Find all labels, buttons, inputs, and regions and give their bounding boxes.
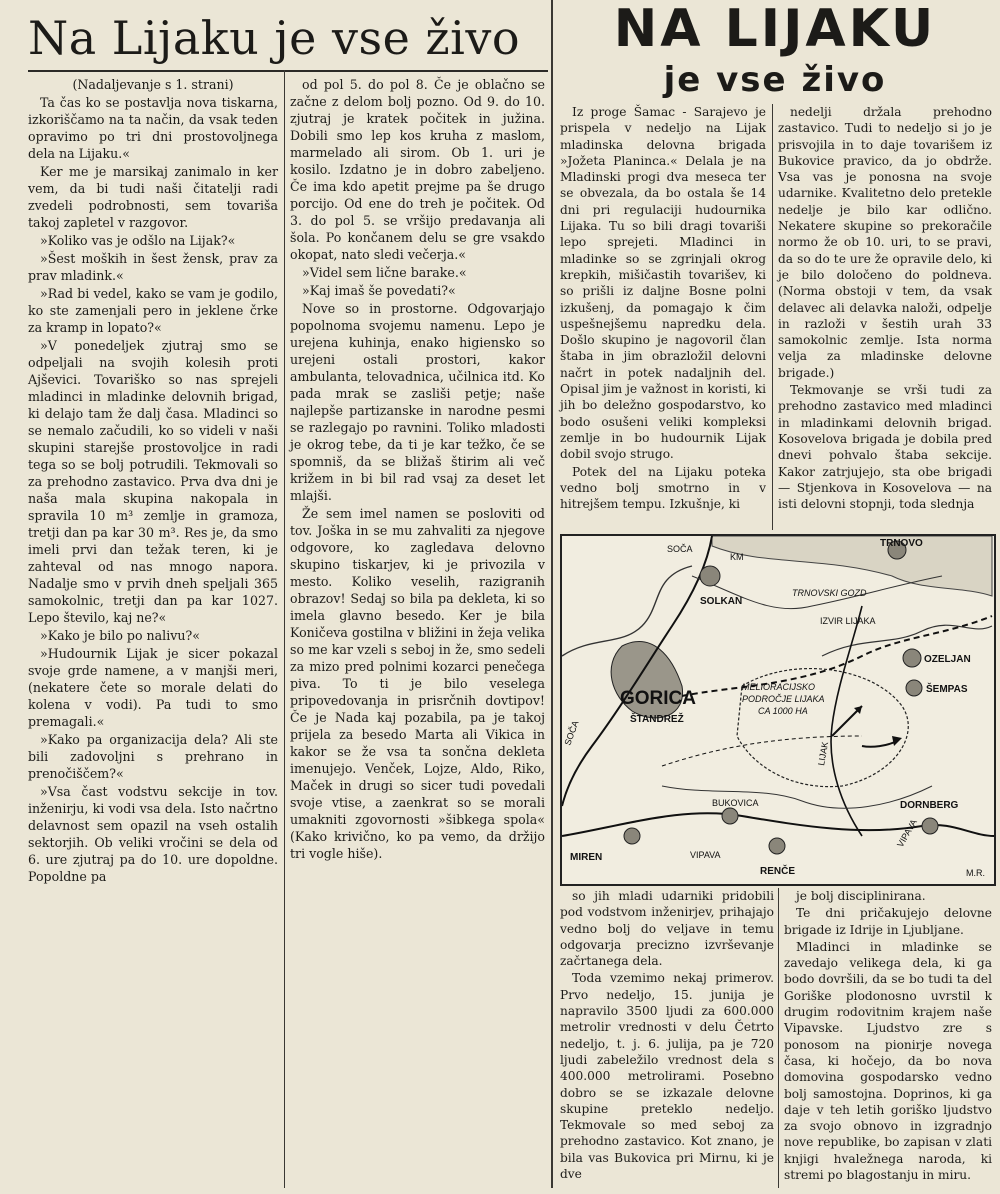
paragraph: Tekmovanje se vrši tudi za prehodno zastavico med mladinci in mladinkami delovnih brigad. Kosovelova brigada je dobila pred dnevi pohvalo štaba sekcije. Kakor zatrjujejo, sta obe brigadi — Stjenkova in Kosovelova — na isti delovni stopnji, toda slednja [778,383,992,512]
map-label-km: KM [730,552,744,562]
paragraph: Mladinci in mladinke se zavedajo velikega dela, ki ga bodo dovršili, da se bo tudi ta del Goriške plodonosno uvrstil k drugim rodovitnim krajem naše Vipavske. Ljudstvo zre s ponosom na pionirje novega časa, ki hočejo, da bo nova domovina gospodarsko vedno bolj samostojna. Doprinos, ki ga daje v teh letih goriško ljudstvo za svojo obnovo in izgradnjo nove republike, bo zapisan v zlati knjigi hvaležnega naroda, ki stremi po blagostanju in miru. [784,939,992,1183]
left-article-column-1 [28,76,278,886]
paragraph: nedelji držala prehodno zastavico. Tudi to nedeljo si jo je prisvojila in to daje tovarišem iz Bukovice pravico, da jo obdrže. Vsa vas je ponosna na svoje udarnike. Kvalitetno delo pretekle nedelje je bilo kar odlično. Nekatere skupine so prekoračile normo že ob 10. uri, to se pravi, da so do te ure že opravile delo, ki je bilo določeno do poldneva. (Norma obstoji v tem, da vsak delavec ali delavka naloži, odpelje in razloži v šestih urah 33 samokolnic zemlje. Ista norma velja za mladinske delovne brigade.) [778,105,992,380]
map-label-gorica: GORICA [620,688,696,709]
page-fold-divider [551,0,553,1188]
paragraph: »Kako pa organizacija dela? Ali ste bili zadovoljni s prehrano in prenočiščem?« [28,732,278,781]
right-article-column-2 [778,104,992,513]
map-label-rence: RENČE [760,866,796,877]
paragraph: (Nadaljevanje s 1. strani) [72,77,234,92]
column-divider [778,888,779,1188]
paragraph: je bolj disciplinirana. [796,889,926,903]
map-label-bukovica: BUKOVICA [712,798,759,808]
column-divider [284,70,285,1188]
paragraph: Toda vzemimo nekaj primerov. Prvo nedeljo, 15. junija je napravilo 3500 ljudi za 600.000 metrolir vrednosti v delu Četrto nedeljo, t. j. 6. julija, pa je 720 ljudi zabeležilo vrednost dela s 400.000 metrolirami. Posebno dobro se se izkazale delovne skupine preteklo nedeljo. Tekmovale so med seboj za prehodno zastavico. Kot znano, je bila vas Bukovica pri Mirnu, ki je dve [560,971,774,1182]
map-label-dornberg: DORNBERG [900,800,959,811]
map-label-izvir-lijaka: IZVIR LIJAKA [820,616,876,626]
map-label-trnovski-gozd: TRNOVSKI GOZD [792,588,867,598]
map-lijak-melioration [560,534,996,886]
map-label-ozeljan: OZELJAN [924,654,971,665]
right-article-column-1 [560,104,766,513]
right-article-column-4 [784,888,992,1184]
left-article-column-2 [290,76,545,863]
map-signature: M.R. [966,868,985,878]
map-label-sempas: ŠEMPAS [926,684,968,695]
map-label-trnovo: TRNOVO [880,538,923,549]
map-label-vipava-2: VIPAVA [895,817,919,849]
map-label-solkan: SOLKAN [700,596,743,607]
map-svg [562,536,994,884]
paragraph: »Kako je bilo po nalivu?« [40,628,200,643]
paragraph: »V ponedeljek zjutraj smo se odpeljali na svojih kolesih proti Ajševici. Tovariško so nas sprejeli mladinci in mladinke delovnih brigad, ki delajo tam že dalj časa. Mladinci so se nemalo začudili, ko so videli v naši skupini starejše prostovoljce in radi tega so se bolj potrudili. Tekmovali so za prehodno zastavico. Prva dva dni je naša mala skupina nakopala in spravila 10 m³ zemlje in gramoza, tretji dan pa kar 30 m³. Res je, da smo imeli prvi dan težak teren, ki je zahteval od nas mnogo napora. Nadalje smo v prvih dneh speljali 365 samokolnic, tretji dan pa kar 1027. Lepo število, kaj ne?« [28,338,278,625]
map-label-melioracijsko-2: PODROČJE LIJAKA [742,694,825,704]
map-label-lijak-river: LIJAK [816,740,831,767]
paragraph: so jih mladi udarniki pridobili pod vodstvom inženirjev, prihajajo vedno bolj do veljave in temu odgovarja precizno izvrševanje začrtanega dela. [560,889,774,969]
paragraph: Že sem imel namen se posloviti od tov. Joška in se mu zahvaliti za njegove odgovore, ko zagledava delovno skupino tiskarjev, ki je privozila v mesto. Koliko veselih, razigranih obrazov! Sedaj so bila pa dekleta, ki so imela glavno besedo. Ker je bila Koničeva gostilna v bližini in žeja velika so me kar vzeli s seboj in že, smo sedeli za mizo pred polnimi kozarci penečega piva. To ti je bilo veselega pripovedovanja in prisrčnih dovtipov! Če je Nada kaj pozabila, pa je takoj prijela za besedo Marta ali Vikica in kakor se že vsa ta sončna dekleta imenujejo. Venček, Lojze, Aldo, Riko, Maček in drugi so sicer tudi povedali svoje vtise, a zaenkrat so se morali umakniti zgovornosti »šibkega spola« (Kako krivično, ko pa vemo, da držijo tri vogle hiše). [290,506,545,861]
column-divider [772,104,773,530]
title-underline [28,70,548,72]
paragraph: Potek del na Lijaku poteka vedno bolj smotrno in v hitrejšem tempu. Izkušnje, ki [560,464,766,512]
paragraph: Te dni pričakujejo delovne brigade iz Idrije in Ljubljane. [784,906,992,937]
paragraph: »Koliko vas je odšlo na Lijak?« [40,233,236,248]
paragraph: »Videl sem lične barake.« [302,265,467,280]
right-article-subtitle: je vse živo [663,60,887,100]
paragraph: »Rad bi vedel, kako se vam je godilo, ko ste zamenjali pero in jeklene črke za kramp in lopato?« [28,286,278,335]
paragraph: Iz proge Šamac - Sarajevo je prispela v nedeljo na Lijak mladinska delovna brigada »Jožeta Planinca.« Delala je na Mladinski progi dva meseca ter se obvezala, da bo ostala še 14 dni pri regulaciji hudournika Lijaka. Tu so bili dragi tovariši lepo sprejeti. Mladinci in mladinke so se zgrinjali okrog krepkih, mišičastih tovarišev, ki so prišli iz daljne Bosne polni izkušenj, da pomagajo k čim uspešnejšemu napredku dela. Došlo skupino je nagovoril član štaba in jim obrazložil delovni načrt in potek nadaljnih del. Opisal jim je važnost in koristi, ki jih bo deležno gospodarstvo, ko bodo osušeni veliki kompleksi zemlje in bo hudournik Lijak dobil svojo strugo. [560,105,766,462]
map-label-melioracijsko-1: MELIORACIJSKO [742,682,816,692]
map-label-soca-river: SOČA [562,719,581,747]
paragraph: »Vsa čast vodstvu sekcije in tov. inženirju, ki vodi vsa dela. Isto načrtno delavnost sem opazil na vseh ostalih sektorjih. Ob veliki vročini se dela od 6. ure zjutraj pa do 10. ure dopoldne. Popoldne pa [28,784,278,884]
paragraph: Ker me je marsikaj zanimalo in ker vem, da bi tudi naši čitatelji radi zvedeli podrobnosti, sem tovariša takoj zapletel v razgovor. [28,164,278,230]
paragraph: »Šest moških in šest žensk, prav za prav mladink.« [28,251,278,283]
map-label-vipava-1: VIPAVA [690,850,721,860]
paragraph: »Hudournik Lijak je sicer pokazal svoje grde namene, a v manjši meri, (nekatere čete so morale delati do kolena v vodi). Pa tudi to smo premagali.« [28,646,278,729]
left-article-title: Na Lijaku je vse živo [28,11,521,65]
paragraph: »Kaj imaš še povedati?« [302,283,456,298]
right-article-column-3 [560,888,774,1183]
paragraph: Ta čas ko se postavlja nova tiskarna, izkoriščamo na ta način, da vsak teden opravimo po tri dni prostovoljnega dela na Lijaku.« [28,95,278,161]
right-article-title: NA LIJAKU [613,0,937,59]
map-label-standrez: ŠTANDREŽ [630,714,684,725]
map-label-miren: MIREN [570,852,603,863]
map-label-soca: SOČA [667,544,693,554]
paragraph: od pol 5. do pol 8. Če je oblačno se začne z delom bolj pozno. Od 9. do 10. zjutraj je kratek počitek in južina. Dobili smo lep kos kruha z maslom, marmelado ali sirom. Ob 1. uri je kosilo. Izdatno je in dobro zabeljeno. Če ima kdo apetit prejme pa še drugo porcijo. Od ene do treh je počitek. Od 3. do pol 5. se vršijo predavanja ali šola. Po končanem delu se gre vsakdo okopat, nato sledi večerja.« [290,77,545,262]
paragraph: Nove so in prostorne. Odgovarjajo popolnoma svojemu namenu. Lepo je urejena kuhinja, enako higiensko so urejeni ostali prostori, kakor ambulanta, telovadnica, učilnica itd. Ko pada mrak se zasliši petje; naše najlepše partizanske in narodne pesmi se razlegajo po ravnini. Toliko mladosti je okrog tebe, da ti je kar težko, če se spomniš, da se bližaš štirim ali več križem in bi bil rad vsaj za deset let mlajši. [290,301,545,503]
map-label-melioracijsko-3: CA 1000 HA [758,706,808,716]
